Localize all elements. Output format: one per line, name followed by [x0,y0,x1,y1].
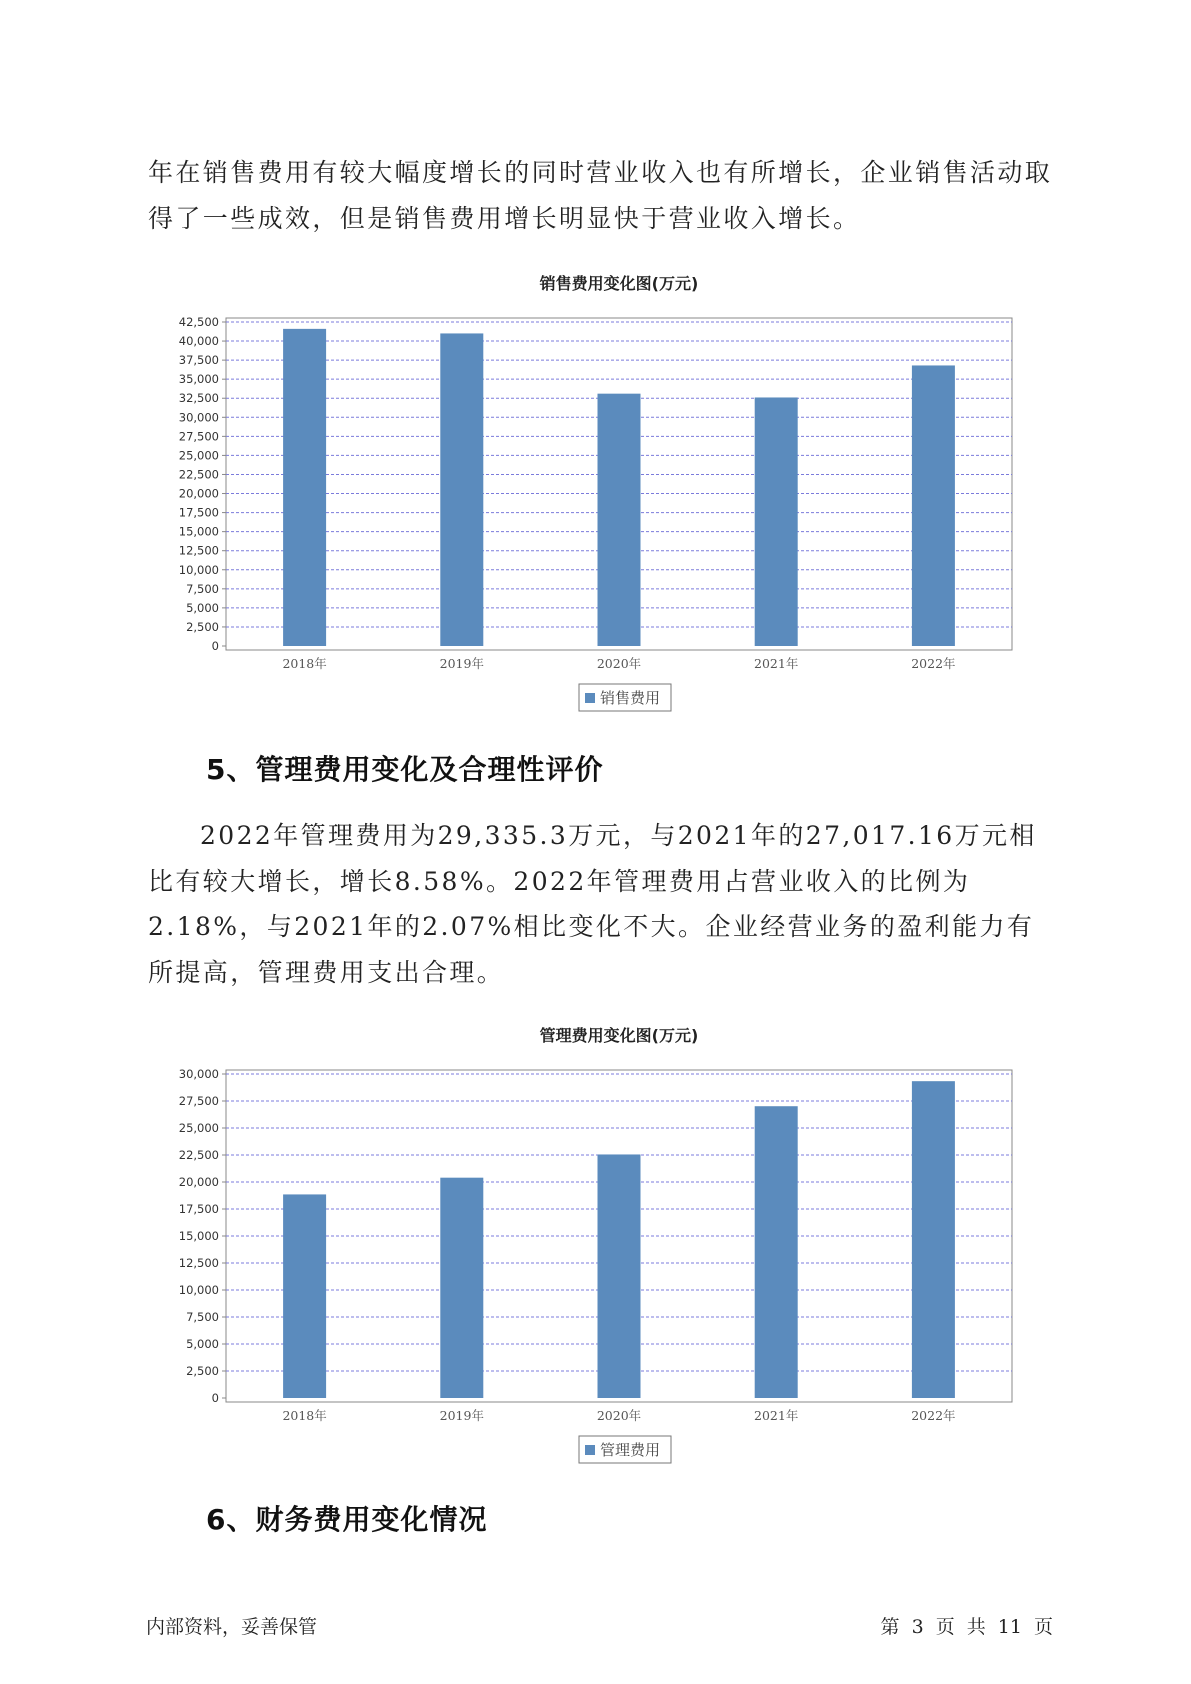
sales-expense-chart [0,260,1191,730]
y-tick-label: 15,000 [178,1229,219,1243]
legend-label: 管理费用 [600,1441,661,1459]
y-tick-label: 15,000 [178,524,219,539]
y-tick-label: 22,500 [178,467,219,482]
y-tick-label: 40,000 [178,334,219,349]
y-tick-label: 5,000 [186,600,219,615]
y-tick-label: 25,000 [178,448,219,463]
section5-heading: 5、管理费用变化及合理性评价 [206,753,604,786]
x-tick-label: 2018年 [282,1408,327,1423]
bar-2022年 [912,365,955,646]
y-tick-label: 5,000 [186,1337,219,1351]
y-tick-label: 27,500 [178,429,219,444]
x-tick-label: 2021年 [754,656,799,671]
bar-2018年 [283,1194,326,1398]
chart-title: 管理费用变化图(万元) [539,1026,699,1045]
y-tick-label: 20,000 [178,1175,219,1189]
legend-label: 销售费用 [600,689,661,707]
bar-2022年 [912,1081,955,1398]
y-tick-label: 35,000 [178,372,219,387]
bar-2019年 [440,333,483,646]
y-tick-label: 2,500 [186,619,219,634]
y-tick-label: 0 [211,639,219,653]
footer-confidential-note: 内部资料，妥善保管 [146,1616,318,1638]
x-tick-label: 2018年 [282,656,327,671]
y-tick-label: 2,500 [186,1364,219,1378]
y-tick-label: 42,500 [178,315,219,329]
bar-2019年 [440,1178,483,1398]
legend-swatch [585,693,595,703]
chart-title: 销售费用变化图(万元) [539,274,699,293]
bar-2021年 [755,397,798,646]
y-tick-label: 7,500 [186,1310,219,1324]
bar-2020年 [598,1154,641,1398]
x-tick-label: 2020年 [596,656,642,671]
x-tick-label: 2019年 [439,1408,484,1423]
y-tick-label: 12,500 [178,1256,219,1270]
bar-2020年 [598,394,641,646]
x-tick-label: 2019年 [439,656,484,671]
y-tick-label: 0 [211,1391,219,1405]
y-tick-label: 20,000 [178,486,219,501]
y-tick-label: 32,500 [178,391,219,406]
y-tick-label: 17,500 [178,505,219,520]
intro-paragraph: 年在销售费用有较大幅度增长的同时营业收入也有所增长，企业销售活动取得了一些成效，但是销售费用增长明显快于营业收入增长。 [148,158,1053,233]
y-tick-label: 25,000 [178,1121,219,1135]
y-tick-label: 17,500 [178,1202,219,1216]
x-tick-label: 2022年 [911,656,956,671]
y-tick-label: 7,500 [186,581,219,596]
y-tick-label: 12,500 [178,543,219,558]
y-tick-label: 10,000 [178,1283,219,1297]
admin-expense-paragraph: 2022年管理费用为29,335.3万元，与2021年的27,017.16万元相比有较大增长，增长8.58%。2022年管理费用占营业收入的比例为2.18%，与2021年的2.07%相比变化不大。企业经营业务的盈利能力有所提高，管理费用支出合理。 [148,821,1037,987]
y-tick-label: 30,000 [178,410,219,425]
footer-page-number: 第 3 页 共 11 页 [880,1616,1053,1638]
y-tick-label: 10,000 [178,562,219,577]
y-tick-label: 27,500 [178,1094,219,1108]
section6-heading: 6、财务费用变化情况 [206,1503,488,1536]
admin-expense-chart [0,1012,1191,1482]
y-tick-label: 30,000 [178,1067,219,1081]
x-tick-label: 2020年 [596,1408,642,1423]
y-tick-label: 37,500 [178,353,219,368]
bar-2021年 [755,1106,798,1398]
y-tick-label: 22,500 [178,1148,219,1162]
legend-swatch [585,1445,595,1455]
bar-2018年 [283,329,326,646]
x-tick-label: 2022年 [911,1408,956,1423]
x-tick-label: 2021年 [754,1408,799,1423]
